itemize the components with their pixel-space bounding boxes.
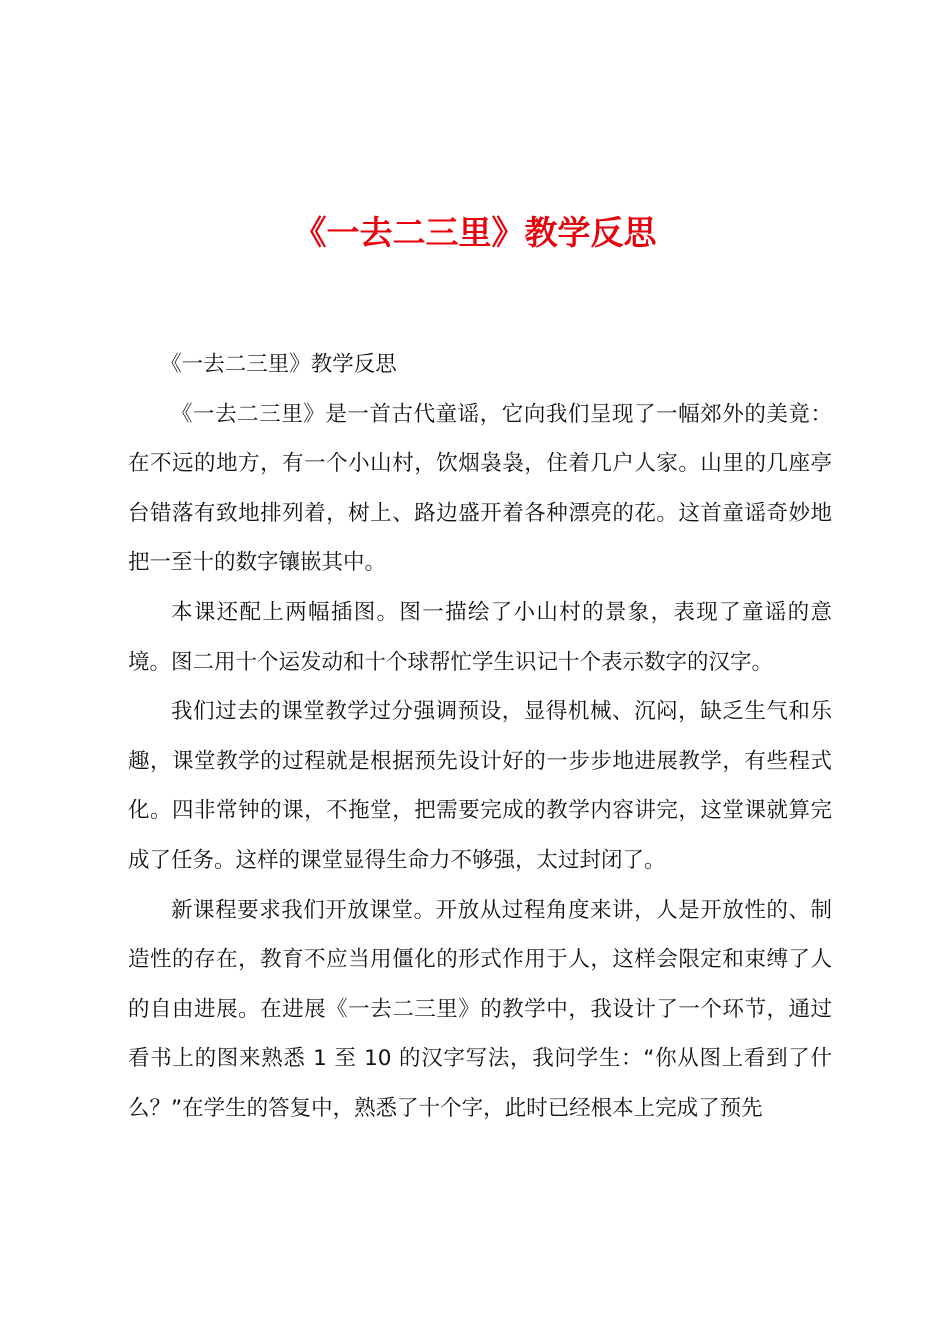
document-subtitle: 《一去二三里》教学反思: [160, 352, 397, 377]
paragraph: 《一去二三里》是一首古代童谣，它向我们呈现了一幅郊外的美竟：在不远的地方，有一个小山村，饮烟袅袅，住着几户人家。山里的几座亭台错落有致地排列着，树上、路边盛开着各种漂亮的花。这首童谣奇妙地把一至十的数字镶嵌其中。: [128, 401, 832, 576]
document-body: [128, 340, 832, 1134]
paragraph: 新课程要求我们开放课堂。开放从过程角度来讲，人是开放性的、制造性的存在，教育不应当用僵化的形式作用于人，这样会限定和束缚了人的自由进展。在进展《一去二三里》的教学中，我设计了一个环节，通过看书上的图来熟悉 1 至 10 的汉字写法，我问学生：“你从图上看到了什么？”在学生的答复中，熟悉了十个字，此时已经根本上完成了预先: [128, 897, 832, 1121]
document-title: 《一去二三里》教学反思: [293, 213, 657, 252]
paragraph: 本课还配上两幅插图。图一描绘了小山村的景象，表现了童谣的意境。图二用十个运发动和十个球帮忙学生识记十个表示数字的汉字。: [128, 599, 832, 675]
paragraph: 我们过去的课堂教学过分强调预设，显得机械、沉闷，缺乏生气和乐趣，课堂教学的过程就是根据预先设计好的一步步地进展教学，有些程式化。四非常钟的课，不拖堂，把需要完成的教学内容讲完，这堂课就算完成了任务。这样的课堂显得生命力不够强，太过封闭了。: [128, 699, 832, 873]
